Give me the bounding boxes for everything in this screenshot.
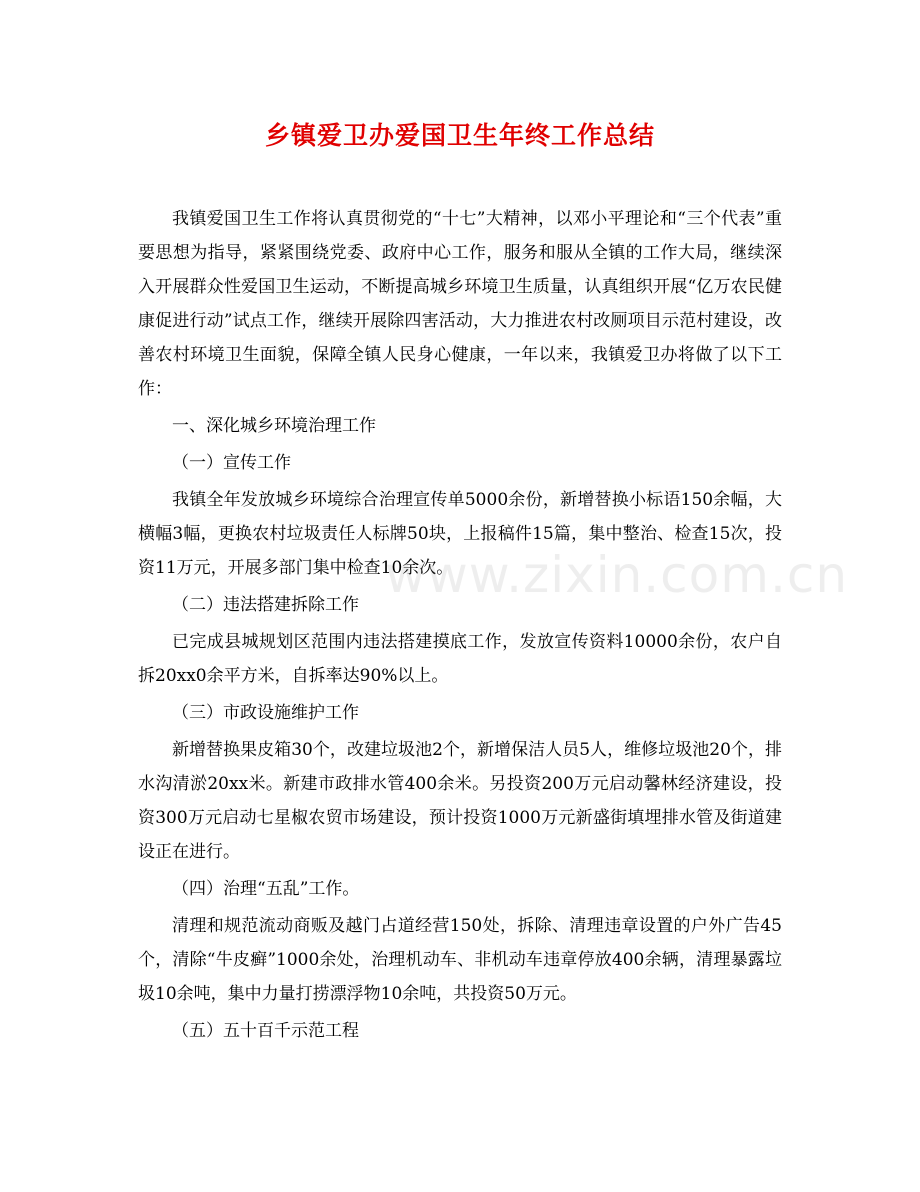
paragraph-municipal: 新增替换果皮箱30个，改建垃圾池2个，新增保洁人员5人，维修垃圾池20个，排水沟清淤20xx米。新建市政排水管400余米。另投资200万元启动馨林经济建设，投资300万元启动七星椒农贸市场建设，预计投资1000万元新盛街填埋排水管及街道建设正在进行。	[138, 740, 782, 862]
document-body	[138, 202, 782, 1048]
subsection-heading-municipal: （三）市政设施维护工作	[172, 703, 359, 723]
section-heading-1: 一、深化城乡环境治理工作	[172, 416, 376, 436]
intro-paragraph: 我镇爱国卫生工作将认真贯彻党的“十七”大精神，以邓小平理论和“三个代表”重要思想为指导，紧紧围绕党委、政府中心工作，服务和服从全镇的工作大局，继续深入开展群众性爱国卫生运动，不断提高城乡环境卫生质量，认真组织开展“亿万农民健康促进行动”试点工作，继续开展除四害活动，大力推进农村改厕项目示范村建设，改善农村环境卫生面貌，保障全镇人民身心健康，一年以来，我镇爱卫办将做了以下工作：	[138, 209, 782, 399]
subsection-heading-publicity: （一）宣传工作	[172, 453, 291, 473]
paragraph-five-chaos: 清理和规范流动商贩及越门占道经营150处，拆除、清理违章设置的户外广告45个，清除“牛皮癣”1000余处，治理机动车、非机动车违章停放400余辆，清理暴露垃圾10余吨，集中力量打捞漂浮物10余吨，共投资50万元。	[138, 916, 782, 1004]
subsection-heading-five-chaos: （四）治理“五乱”工作。	[172, 879, 360, 899]
document-title: 乡镇爱卫办爱国卫生年终工作总结	[264, 121, 655, 150]
paragraph-demolition: 已完成县城规划区范围内违法搭建摸底工作，发放宣传资料10000余份，农户自拆20xx0余平方米，自拆率达90%以上。	[138, 632, 782, 686]
watermark-text: www.zixin.com.cn	[385, 546, 849, 604]
subsection-heading-demo-project: （五）五十百千示范工程	[172, 1021, 359, 1041]
subsection-heading-demolition: （二）违法搭建拆除工作	[172, 595, 359, 615]
paragraph-publicity: 我镇全年发放城乡环境综合治理宣传单5000余份，新增替换小标语150余幅，大横幅3幅，更换农村垃圾责任人标牌50块，上报稿件15篇，集中整治、检查15次，投资11万元，开展多部门集中检查10余次。	[138, 490, 782, 578]
